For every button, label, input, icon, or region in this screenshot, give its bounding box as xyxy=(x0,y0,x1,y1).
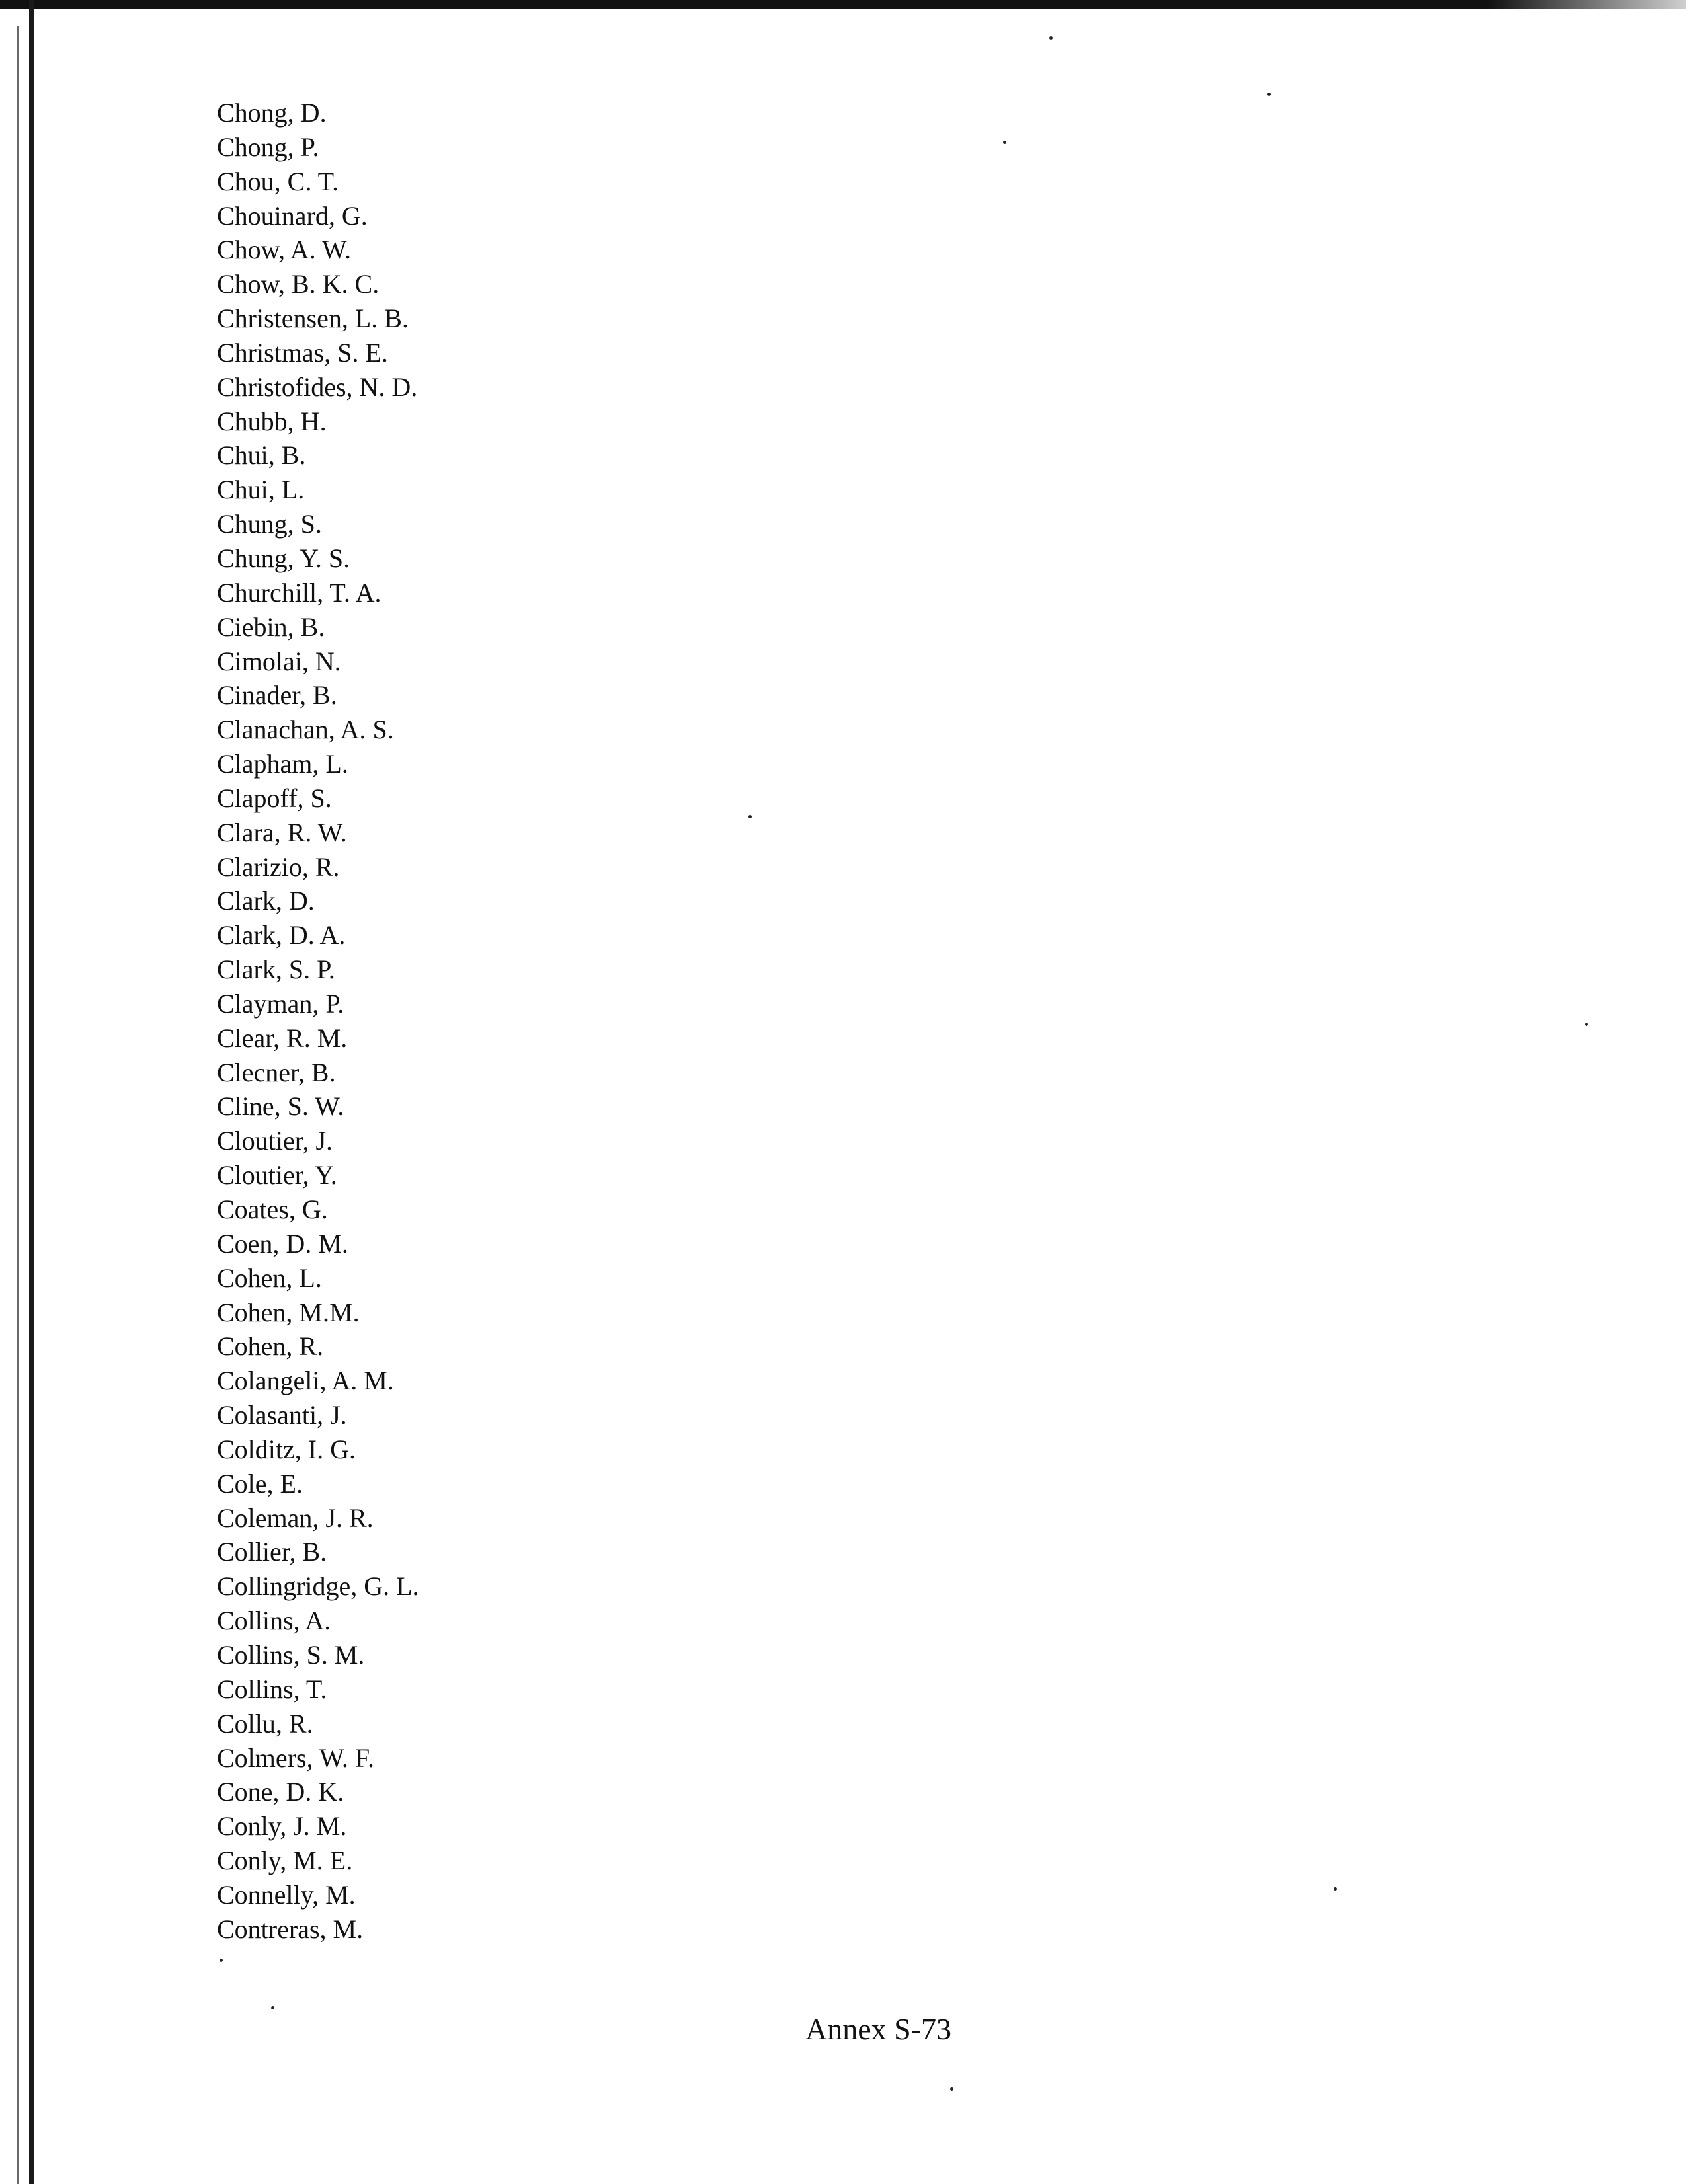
scan-speck xyxy=(1334,1887,1337,1891)
name-entry: Christensen, L. B. xyxy=(217,303,409,334)
name-entry: Clara, R. W. xyxy=(217,817,347,847)
name-entry: Coates, G. xyxy=(217,1194,328,1224)
scan-speck xyxy=(1049,36,1053,40)
name-entry: Christmas, S. E. xyxy=(217,337,388,368)
name-entry: Conly, M. E. xyxy=(217,1846,353,1876)
name-entry: Clanachan, A. S. xyxy=(217,715,394,745)
name-entry: Colasanti, J. xyxy=(217,1400,347,1430)
scan-speck xyxy=(1585,1023,1588,1026)
name-entry: Colangeli, A. M. xyxy=(217,1366,394,1396)
name-entry: Collingridge, G. L. xyxy=(217,1571,419,1602)
name-entry: Collu, R. xyxy=(217,1708,313,1738)
name-entry: Cimolai, N. xyxy=(217,646,341,676)
author-name-list xyxy=(217,96,419,1947)
name-entry: Connelly, M. xyxy=(217,1879,356,1910)
scan-speck xyxy=(271,2006,274,2009)
name-entry: Cohen, R. xyxy=(217,1331,324,1362)
name-entry: Chong, D. xyxy=(217,98,327,128)
name-entry: Clapham, L. xyxy=(217,749,348,779)
name-entry: Chung, S. xyxy=(217,509,322,539)
name-entry: Colditz, I. G. xyxy=(217,1434,356,1464)
name-entry: Chui, B. xyxy=(217,440,306,471)
left-margin-line xyxy=(29,0,34,2184)
name-entry: Chung, Y. S. xyxy=(217,543,350,573)
page-footer-annex-label: Annex S-73 xyxy=(805,2012,952,2046)
name-entry: Clark, S. P. xyxy=(217,955,335,985)
name-entry: Clark, D. A. xyxy=(217,920,346,951)
name-entry: Coen, D. M. xyxy=(217,1228,348,1259)
name-entry: Ciebin, B. xyxy=(217,611,325,642)
left-margin-thin-line xyxy=(17,26,19,2184)
name-entry: Clecner, B. xyxy=(217,1057,336,1087)
scan-speck xyxy=(748,815,752,818)
name-entry: Churchill, T. A. xyxy=(217,577,381,607)
scan-speck xyxy=(1267,93,1271,96)
name-entry: Cloutier, J. xyxy=(217,1126,333,1156)
name-entry: Chui, L. xyxy=(217,475,305,505)
name-entry: Contreras, M. xyxy=(217,1914,364,1944)
scan-speck xyxy=(220,1959,223,1962)
name-entry: Chong, P. xyxy=(217,132,319,162)
name-entry: Chow, B. K. C. xyxy=(217,269,380,299)
scan-speck xyxy=(1003,141,1006,144)
name-entry: Clarizio, R. xyxy=(217,851,340,882)
name-entry: Collins, A. xyxy=(217,1606,331,1636)
name-entry: Chow, A. W. xyxy=(217,235,352,265)
name-entry: Collins, T. xyxy=(217,1674,327,1704)
name-entry: Clapoff, S. xyxy=(217,783,332,813)
name-entry: Clayman, P. xyxy=(217,988,344,1019)
name-entry: Collier, B. xyxy=(217,1537,327,1567)
name-entry: Christofides, N. D. xyxy=(217,371,418,402)
name-entry: Conly, J. M. xyxy=(217,1811,347,1842)
scan-speck xyxy=(950,2087,953,2091)
name-entry: Chou, C. T. xyxy=(217,166,339,196)
top-border-line xyxy=(0,0,1686,9)
name-entry: Cole, E. xyxy=(217,1468,303,1499)
name-entry: Cinader, B. xyxy=(217,680,337,711)
name-entry: Chubb, H. xyxy=(217,406,327,436)
name-entry: Cline, S. W. xyxy=(217,1091,344,1122)
name-entry: Clear, R. M. xyxy=(217,1023,348,1053)
name-entry: Clark, D. xyxy=(217,886,315,916)
top-border-fade xyxy=(1488,0,1686,9)
name-entry: Colmers, W. F. xyxy=(217,1742,374,1773)
name-entry: Chouinard, G. xyxy=(217,200,368,231)
name-entry: Cone, D. K. xyxy=(217,1777,344,1807)
name-entry: Collins, S. M. xyxy=(217,1639,365,1670)
name-entry: Coleman, J. R. xyxy=(217,1502,374,1533)
name-entry: Cohen, L. xyxy=(217,1263,322,1293)
name-entry: Cohen, M.M. xyxy=(217,1297,360,1327)
name-entry: Cloutier, Y. xyxy=(217,1160,337,1190)
